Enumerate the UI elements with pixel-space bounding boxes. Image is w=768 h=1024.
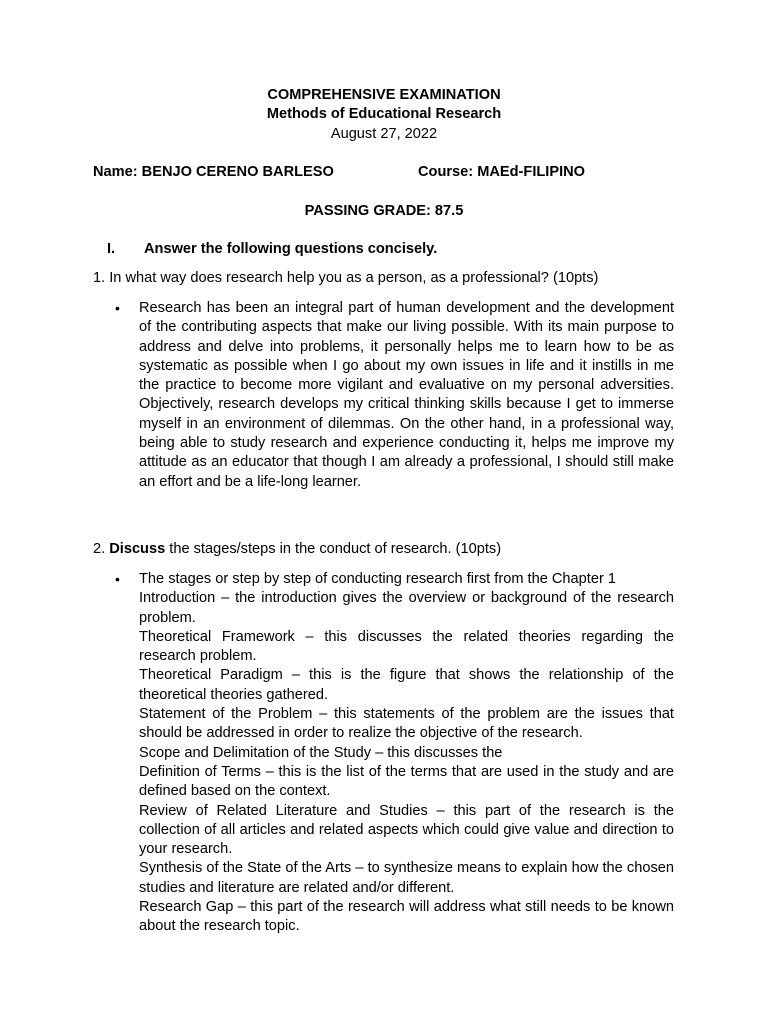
research-stage-item: Theoretical Paradigm – this is the figure that shows the relationship of the theoretical theories gathered. — [139, 667, 674, 703]
section-heading — [107, 240, 437, 259]
answer-2-intro: The stages or step by step of conducting research first from the Chapter 1 — [139, 571, 616, 587]
exam-title: COMPREHENSIVE EXAMINATION — [267, 87, 501, 103]
research-stage-item: Scope and Delimitation of the Study – this discusses the — [139, 744, 503, 761]
answer-2 — [115, 570, 674, 937]
question-2-prefix: 2. — [93, 541, 110, 557]
research-stage-item: Statement of the Problem – this statements of the problem are the issues that should be addressed in order to realize the objective of the research. — [139, 706, 674, 742]
student-name-block — [93, 163, 334, 182]
question-2-keyword: Discuss — [109, 541, 166, 557]
question-1: 1. In what way does research help you as a person, as a professional? (10pts) — [93, 270, 599, 286]
research-stage-item: Research Gap – this part of the research will address what still needs to be known about the research topic. — [139, 899, 674, 935]
student-name: : BENJO CERENO BARLESO — [132, 164, 334, 180]
question-2 — [93, 540, 501, 559]
research-stage-item: Introduction – the introduction gives the overview or background of the research problem. — [139, 590, 674, 626]
section-number: I. — [107, 241, 116, 257]
exam-subject: Methods of Educational Research — [266, 106, 502, 123]
question-2-rest: the stages/steps in the conduct of research. (10pts) — [165, 541, 502, 557]
research-stage-item: Synthesis of the State of the Arts – to synthesize means to explain how the chosen studies and literature are related and/or different. — [139, 860, 674, 896]
bullet-icon: • — [115, 300, 120, 316]
passing-grade: PASSING GRADE: 87.5 — [304, 203, 464, 219]
exam-header — [0, 86, 768, 144]
exam-date: August 27, 2022 — [330, 125, 438, 142]
research-stage-item: Definition of Terms – this is the list of the terms that are used in the study and are defined based on the context. — [139, 763, 674, 800]
section-instruction: Answer the following questions concisely. — [144, 241, 438, 257]
student-course: Course: MAEd-FILIPINO — [418, 164, 586, 180]
name-label: Name — [93, 164, 133, 180]
research-stage-item: Theoretical Framework – this discusses the related theories regarding the research problem. — [139, 628, 674, 665]
bullet-icon: • — [115, 571, 120, 587]
answer-1-text: Research has been an integral part of human development and the development of the contributing aspects that make our living possible. With its main purpose to address and delve into problems, it personally helps me to learn how to be as systematic as possible when I go about my own issues in life and it instills in me the practice to become more vigilant and evaluative on my personal adversities. Objectively, research develops my critical thinking skills because I get to immerse myself in an environment of dilemmas. On the other hand, in a professional way, being able to study research and experience conducting it, helps me improve my attitude as an educator that though I am already a professional, I should still make an effort and be a life-long learner. — [139, 300, 674, 490]
answer-1 — [115, 299, 674, 492]
research-stage-item: Review of Related Literature and Studies – this part of the research is the collection of all articles and related aspects which could give value and direction to your research. — [139, 802, 674, 858]
